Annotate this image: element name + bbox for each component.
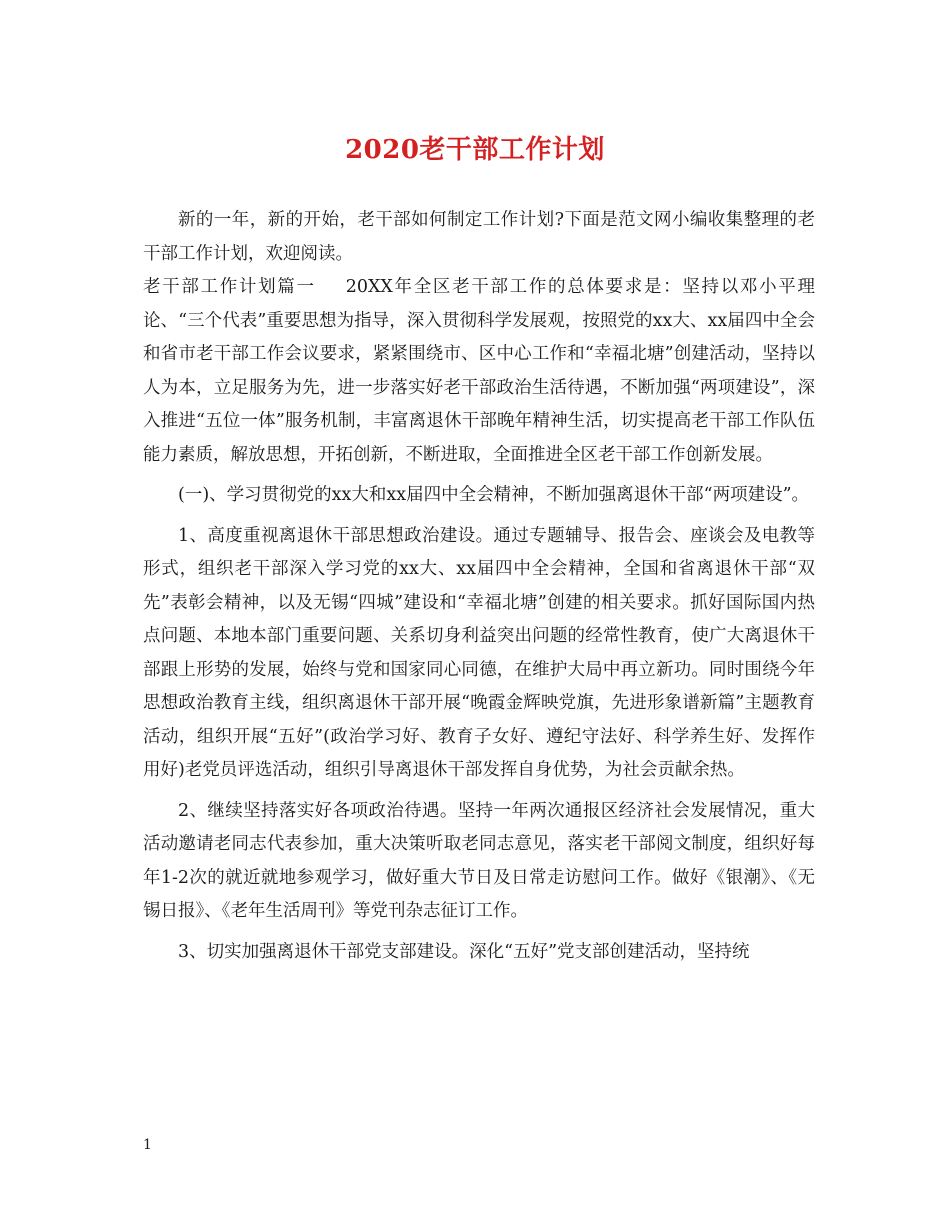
page-number: 1 — [143, 1137, 152, 1153]
item-2-paragraph: 2、继续坚持落实好各项政治待遇。坚持一年两次通报区经济社会发展情况，重大活动邀请老同志代表参加，重大决策听取老同志意见，落实老干部阅文制度，组织好每年1-2次的就近就地参观学习，做好重大节日及日常走访慰问工作。做好《银潮》、《无锡日报》、《老年生活周刊》等党刊杂志征订工作。 — [143, 800, 815, 921]
section-heading: 老干部工作计划篇一 — [143, 277, 316, 297]
page-title: 2020老干部工作计划 — [345, 135, 605, 165]
section-paragraph-text: 20XX年全区老干部工作的总体要求是：坚持以邓小平理论、“三个代表”重要思想为指导，深入贯彻科学发展观，按照党的xx大、xx届四中全会和省市老干部工作会议要求，紧紧围绕市、区中心工作和“幸福北塘”创建活动，坚持以人为本，立足服务为先，进一步落实好老干部政治生活待遇，不断加强“两项建设”，深入推进“五位一体”服务机制，丰富离退休干部晚年精神生活，切实提高老干部工作队伍能力素质，解放思想，开拓创新，不断进取，全面推进全区老干部工作创新发展。 — [143, 277, 815, 465]
section-paragraph — [143, 271, 815, 472]
item-1-paragraph: 1、高度重视离退休干部思想政治建设。通过专题辅导、报告会、座谈会及电教等形式，组织老干部深入学习党的xx大、xx届四中全会精神，全国和省离退休干部“双先”表彰会精神，以及无锡“四城”建设和“幸福北塘”创建的相关要求。抓好国际国内热点问题、本地本部门重要问题、关系切身利益突出问题的经常性教育，使广大离退休干部跟上形势的发展，始终与党和国家同心同德，在维护大局中再立新功。同时围绕今年思想政治教育主线，组织离退休干部开展“晚霞金辉映党旗，先进形象谱新篇”主题教育活动，组织开展“五好”(政治学习好、教育子女好、遵纪守法好、科学养生好、发挥作用好)老党员评选活动，组织引导离退休干部发挥自身优势，为社会贡献余热。 — [143, 525, 815, 780]
intro-paragraph: 新的一年，新的开始，老干部如何制定工作计划?下面是范文网小编收集整理的老干部工作计划，欢迎阅读。 — [143, 210, 815, 264]
document-body — [143, 204, 815, 969]
subsection-heading-paragraph: (一)、学习贯彻党的xx大和xx届四中全会精神，不断加强离退休干部“两项建设”。 — [178, 485, 810, 505]
item-3-paragraph: 3、切实加强离退休干部党支部建设。深化“五好”党支部创建活动，坚持统 — [178, 941, 750, 962]
